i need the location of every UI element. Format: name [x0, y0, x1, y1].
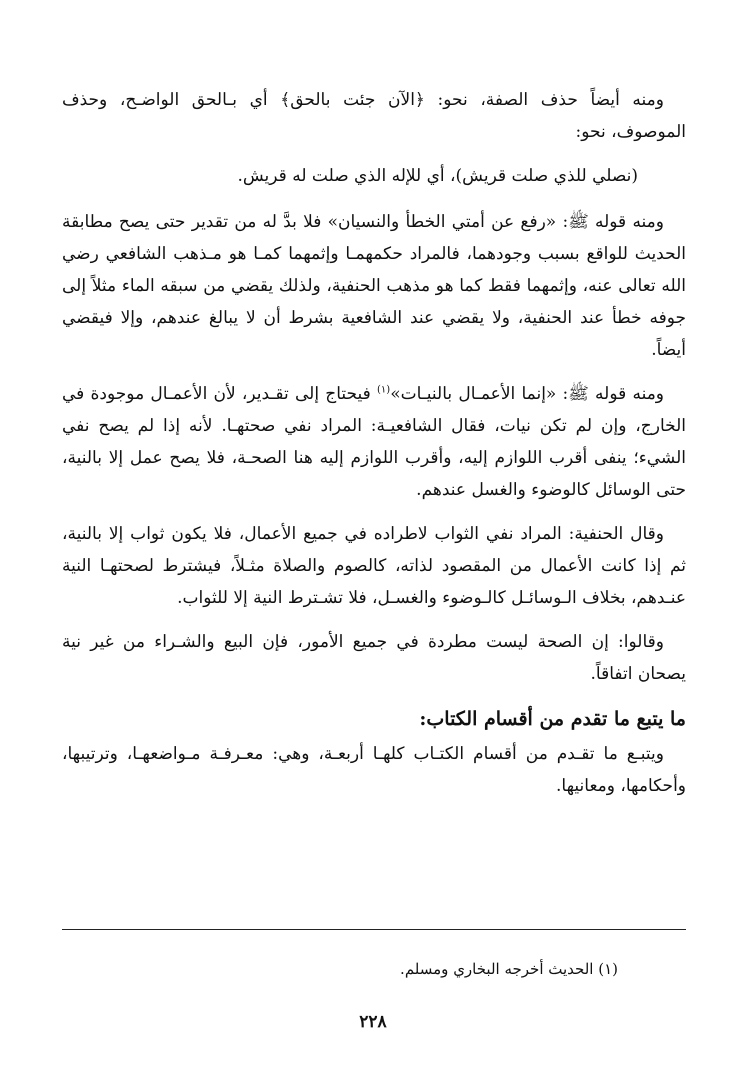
paragraph-hanafi-view: وقال الحنفية: المراد نفي الثواب لاطراده في جميع الأعمال، فلا يكون ثواب إلا بالنية، ثم إذا كانت الأعمال من المقصود لذاته، كالصوم والصلاة مثـلاً، فيشترط لصحتهـا النية عنـدهم، بخلاف الـوسائـل كالـوضوء والغسـل، فلا تشـترط النية إلا للثواب.: [62, 524, 686, 608]
footnote-marker[interactable]: (١): [377, 384, 391, 396]
quoted-verse: (نصلي للذي صلت قريش)، أي للإله الذي صلت له قريش.: [237, 166, 638, 186]
hadith-intentions-quote: ومنه قوله ﷺ: «إنما الأعمـال بالنيـات»: [390, 384, 665, 404]
page-number: ٢٢٨: [359, 1012, 387, 1032]
footnote: (١) الحديث أخرجه البخاري ومسلم.: [400, 960, 618, 978]
hadith-intentions-explanation: فيحتاج إلى تقـدير، لأن الأعمـال موجودة في الخارج، وإن لم تكن نيات، فقال الشافعيـة: المراد نفي صحتهـا. لأنه إذا لم يصح نفي الشيء؛ ينفى أقرب اللوازم إليه، وأقرب اللوازم إليه هنا الصحـة، فلا يصح عمل إلا بالنية، حتى الوسائل كالوضوء والغسل عندهم.: [62, 384, 686, 500]
paragraph-validity: وقالوا: إن الصحة ليست مطردة في جميع الأمور، فإن البيع والشـراء من غير نية يصحان اتفاقاً.: [62, 632, 686, 684]
page-body: [62, 84, 686, 814]
paragraph-book-divisions: ويتبـع ما تقـدم من أقسام الكتـاب كلهـا أربعـة، وهي: معـرفـة مـواضعهـا، وترتيبها، وأحكامها، ومعانيها.: [62, 744, 686, 796]
paragraph-hadith-error-forgetfulness: ومنه قوله ﷺ: «رفع عن أمتي الخطأ والنسيان» فلا بدَّ له من تقدير حتى يصح مطابقة الحديث للواقع بسبب وجودهما، فالمراد حكمهمـا وإثمهما كمـا هو مـذهب الشافعي رضي الله تعالى عنه، وإثمهما فقط كما هو مذهب الحنفية، ولذلك يقضي من سبقه الماء مثلاً إلى جوفه خطأ عند الحنفية، ولا يقضي عند الشافعية بشرط أن لا يبالغ عندهم، وإلا فيقضي أيضاً.: [62, 212, 686, 360]
footnote-divider: [62, 929, 686, 930]
paragraph-hadith-intentions: [62, 378, 686, 506]
section-heading: ما يتبع ما تقدم من أقسام الكتاب:: [419, 708, 686, 730]
paragraph-adjective-omission: ومنه أيضاً حذف الصفة، نحو: ﴿الآن جئت بالحق﴾ أي بـالحق الواضـح، وحذف الموصوف، نحو:: [62, 90, 686, 142]
